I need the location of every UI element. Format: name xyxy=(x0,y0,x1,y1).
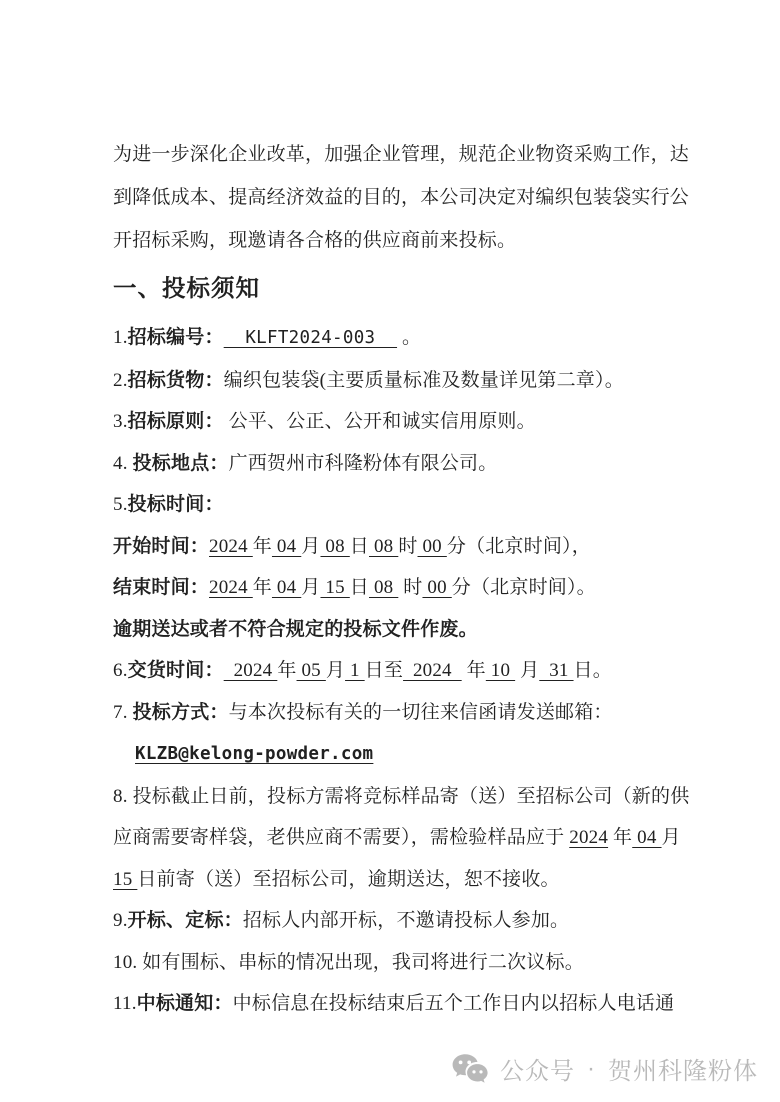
section-heading: 一、投标须知 xyxy=(113,276,260,302)
intro-line-2: 到降低成本、提高经济效益的目的，本公司决定对编织包装袋实行公 xyxy=(113,187,690,208)
item-3-principles: 3.招标原则： 公平、公正、公开和诚实信用原则。 xyxy=(113,411,536,432)
wechat-footer xyxy=(451,1051,758,1086)
item-4-location: 4. 投标地点：广西贺州市科隆粉体有限公司。 xyxy=(113,452,498,474)
end-time: 结束时间：2024 年 04 月 15 日 08 时 00 分（北京时间）。 xyxy=(113,577,596,598)
item-6-delivery-time: 6.交货时间： 2024 年 05 月 1 日至 2024 年 10 月 31 日。 xyxy=(113,660,612,681)
wechat-label: 公众号 xyxy=(500,1058,575,1085)
item-9-bid-opening: 9.开标、定标：招标人内部开标，不邀请投标人参加。 xyxy=(113,910,570,931)
item-7-bid-method: 7. 投标方式：与本次投标有关的一切往来信函请发送邮箱： xyxy=(113,701,613,723)
intro-line-3: 开招标采购，现邀请各合格的供应商前来投标。 xyxy=(113,230,517,251)
wechat-icon xyxy=(451,1052,490,1085)
item-1-tender-number: 1.招标编号： KLFT2024-003 。 xyxy=(113,327,422,348)
overdue-notice: 逾期送达或者不符合规定的投标文件作废。 xyxy=(113,618,478,640)
intro-line-1: 为进一步深化企业改革，加强企业管理，规范企业物资采购工作，达 xyxy=(113,144,690,165)
item-5-bid-time: 5.投标时间： xyxy=(113,494,224,515)
item-11-award-notice: 11.中标通知：中标信息在投标结束后五个工作日内以招标人电话通 xyxy=(113,993,675,1014)
start-time: 开始时间：2024 年 04 月 08 日 08 时 00 分（北京时间）， xyxy=(113,535,591,557)
item-8-line-1: 8. 投标截止日前，投标方需将竞标样品寄（送）至招标公司（新的供 xyxy=(113,785,690,807)
item-2-goods: 2.招标货物：编织包装袋(主要质量标准及数量详见第二章）。 xyxy=(113,369,624,391)
item-8-line-3: 15 日前寄（送）至招标公司，逾期送达，恕不接收。 xyxy=(113,868,560,890)
footer-separator: · xyxy=(587,1054,596,1082)
email-address: KLZB@kelong-powder.com xyxy=(135,744,374,764)
item-8-line-2: 应商需要寄样袋，老供应商不需要），需检验样品应于 2024 年 04 月 xyxy=(113,827,681,848)
item-10-collusion: 10. 如有围标、串标的情况出现，我司将进行二次议标。 xyxy=(113,951,584,973)
wechat-account-name: 贺州科隆粉体 xyxy=(608,1058,758,1085)
